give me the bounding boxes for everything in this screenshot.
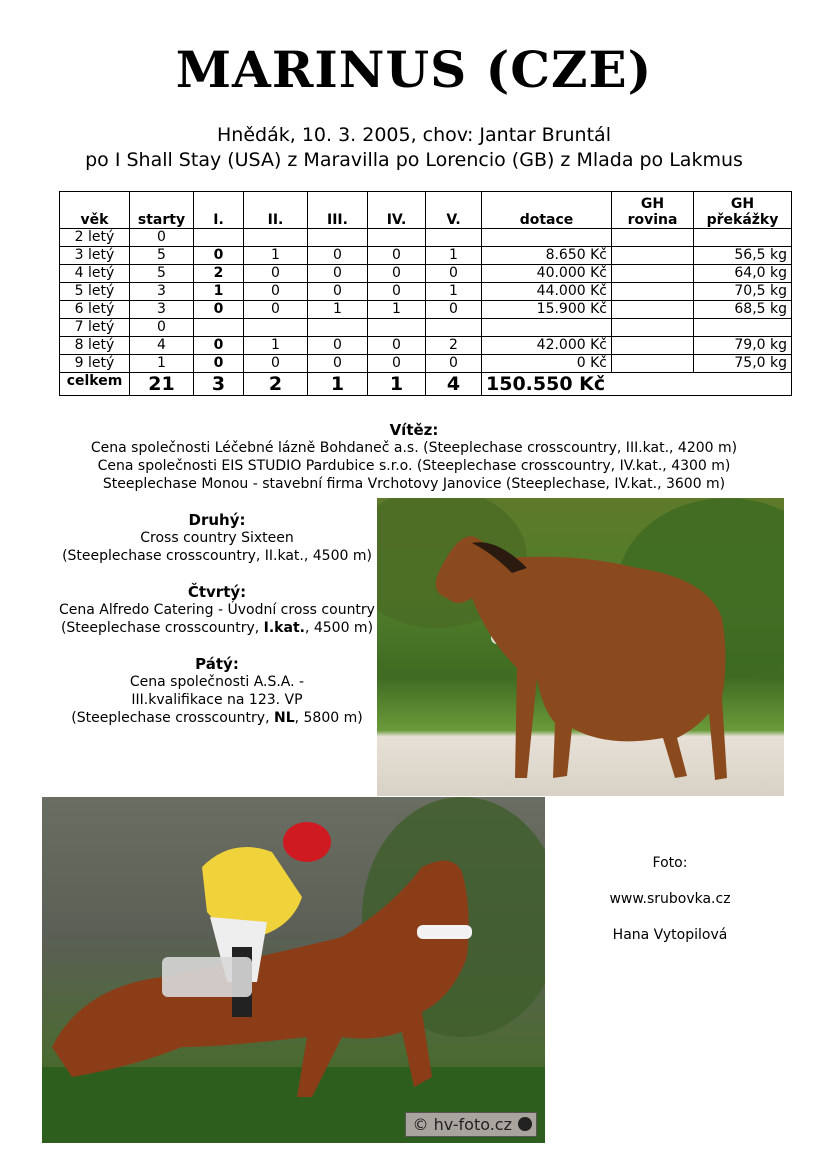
table-cell: 1 [244, 337, 308, 355]
table-cell: 9 letý [60, 355, 130, 373]
table-cell: 79,0 kg [694, 337, 792, 355]
horse-jumping-photo [42, 797, 545, 1143]
table-header-cell: GH překážky [694, 192, 792, 229]
total-cell-third: 1 [308, 373, 368, 396]
table-cell [244, 319, 308, 337]
table-cell: 15.900 Kč [482, 301, 612, 319]
total-cell-label: celkem [60, 373, 130, 396]
table-cell [308, 229, 368, 247]
fifth-race-qualifier: III.kvalifikace na 123. VP [131, 692, 303, 708]
table-cell [612, 337, 694, 355]
table-header-cell: dotace [482, 192, 612, 229]
table-row [60, 247, 792, 265]
photo-credit-author: Hana Vytopilová [612, 927, 728, 943]
table-row [60, 319, 792, 337]
table-cell [194, 319, 244, 337]
table-cell: 0 [194, 301, 244, 319]
table-cell [482, 229, 612, 247]
fourth-race-details: (Steeplechase crosscountry, I.kat., 4500 m) [60, 620, 374, 636]
table-cell: 0 [368, 265, 426, 283]
fourth-heading: Čtvrtý: [187, 583, 247, 601]
table-cell [612, 247, 694, 265]
total-cell-dotace: 150.550 Kč [482, 373, 792, 396]
winner-section [0, 421, 828, 493]
table-header-cell: III. [308, 192, 368, 229]
table-cell: 0 [308, 355, 368, 373]
table-total-row [60, 373, 792, 396]
fourth-race-name: Cena Alfredo Catering - Úvodní cross country [59, 602, 375, 618]
table-cell: 75,0 kg [694, 355, 792, 373]
table-cell [244, 229, 308, 247]
table-cell: 64,0 kg [694, 265, 792, 283]
table-cell [612, 265, 694, 283]
table-cell [194, 229, 244, 247]
table-cell: 0 [308, 337, 368, 355]
total-cell-second: 2 [244, 373, 308, 396]
table-cell: 5 [130, 265, 194, 283]
table-row [60, 301, 792, 319]
table-cell: 0 [368, 283, 426, 301]
table-cell: 0 [368, 337, 426, 355]
photo-credit-label: Foto: [652, 855, 688, 871]
table-cell: 0 [426, 355, 482, 373]
table-cell: 5 letý [60, 283, 130, 301]
table-cell [308, 319, 368, 337]
table-cell: 1 [244, 247, 308, 265]
table-cell: 0 [194, 355, 244, 373]
table-cell: 0 [244, 355, 308, 373]
table-header-cell: I. [194, 192, 244, 229]
photo-credit-badge: © hv-foto.cz [405, 1112, 537, 1137]
table-header-cell: GH rovina [612, 192, 694, 229]
table-cell: 3 [130, 301, 194, 319]
table-cell: 0 [426, 301, 482, 319]
table-header-cell: V. [426, 192, 482, 229]
table-cell [426, 319, 482, 337]
table-cell: 0 [308, 247, 368, 265]
second-race-details: (Steeplechase crosscountry, II.kat., 4500 m) [62, 548, 372, 564]
table-cell: 8.650 Kč [482, 247, 612, 265]
table-row [60, 229, 792, 247]
table-cell: 0 [194, 337, 244, 355]
table-cell: 0 Kč [482, 355, 612, 373]
horse-pedigree: po I Shall Stay (USA) z Maravilla po Lorencio (GB) z Mlada po Lakmus [85, 149, 743, 171]
photo-credit-website: www.srubovka.cz [609, 891, 731, 907]
total-cell-fifth: 4 [426, 373, 482, 396]
table-cell: 42.000 Kč [482, 337, 612, 355]
total-cell-starty: 21 [130, 373, 194, 396]
table-cell: 1 [426, 247, 482, 265]
fifth-race-details: (Steeplechase crosscountry, NL, 5800 m) [71, 710, 363, 726]
table-cell [612, 283, 694, 301]
page-title: MARINUS (CZE) [175, 40, 653, 99]
table-cell: 0 [426, 265, 482, 283]
table-cell: 8 letý [60, 337, 130, 355]
table-cell [612, 301, 694, 319]
winner-race-3: Steeplechase Monou - stavební firma Vrchotovy Janovice (Steeplechase, IV.kat., 3600 m) [102, 476, 726, 492]
total-cell-first: 3 [194, 373, 244, 396]
table-cell: 0 [244, 283, 308, 301]
table-cell: 1 [130, 355, 194, 373]
table-cell: 2 letý [60, 229, 130, 247]
table-cell: 6 letý [60, 301, 130, 319]
table-header-cell: starty [130, 192, 194, 229]
table-cell: 3 letý [60, 247, 130, 265]
table-cell: 1 [426, 283, 482, 301]
table-cell: 4 [130, 337, 194, 355]
table-cell: 0 [244, 301, 308, 319]
table-cell: 56,5 kg [694, 247, 792, 265]
table-header-row [60, 192, 792, 229]
table-cell: 1 [194, 283, 244, 301]
table-cell: 0 [130, 319, 194, 337]
table-cell: 7 letý [60, 319, 130, 337]
winner-race-1: Cena společnosti Léčebné lázně Bohdaneč a.s. (Steeplechase crosscountry, III.kat., 4200 m) [90, 440, 738, 456]
table-cell: 0 [308, 265, 368, 283]
table-cell: 0 [308, 283, 368, 301]
fifth-race-name: Cena společnosti A.S.A. - [129, 674, 305, 690]
table-cell: 0 [368, 355, 426, 373]
table-row [60, 265, 792, 283]
table-cell: 70,5 kg [694, 283, 792, 301]
horse-description: Hnědák, 10. 3. 2005, chov: Jantar Bruntál [217, 124, 611, 146]
second-heading: Druhý: [188, 511, 246, 529]
winner-heading: Vítěz: [389, 421, 439, 439]
table-header-cell: IV. [368, 192, 426, 229]
table-cell [482, 319, 612, 337]
table-row [60, 337, 792, 355]
table-cell: 2 [194, 265, 244, 283]
total-cell-fourth: 1 [368, 373, 426, 396]
table-cell [426, 229, 482, 247]
table-cell: 68,5 kg [694, 301, 792, 319]
table-cell [612, 355, 694, 373]
horse-standing-photo [377, 498, 784, 796]
winner-race-2: Cena společnosti EIS STUDIO Pardubice s.r.o. (Steeplechase crosscountry, IV.kat., 4300 m) [97, 458, 731, 474]
table-cell [368, 319, 426, 337]
table-cell: 0 [368, 247, 426, 265]
table-cell: 40.000 Kč [482, 265, 612, 283]
table-cell: 2 [426, 337, 482, 355]
table-cell: 1 [308, 301, 368, 319]
fifth-heading: Pátý: [195, 655, 239, 673]
table-cell: 0 [244, 265, 308, 283]
table-row [60, 283, 792, 301]
table-cell [612, 229, 694, 247]
placings-section [40, 511, 394, 727]
table-cell: 1 [368, 301, 426, 319]
table-row [60, 355, 792, 373]
table-cell [368, 229, 426, 247]
race-statistics-table [59, 191, 792, 396]
table-cell: 5 [130, 247, 194, 265]
table-cell: 44.000 Kč [482, 283, 612, 301]
table-cell [694, 319, 792, 337]
table-cell [694, 229, 792, 247]
table-header-cell: věk [60, 192, 130, 229]
table-cell: 0 [194, 247, 244, 265]
table-cell [612, 319, 694, 337]
table-cell: 0 [130, 229, 194, 247]
second-race-name: Cross country Sixteen [140, 530, 294, 546]
table-cell: 4 letý [60, 265, 130, 283]
table-cell: 3 [130, 283, 194, 301]
table-header-cell: II. [244, 192, 308, 229]
